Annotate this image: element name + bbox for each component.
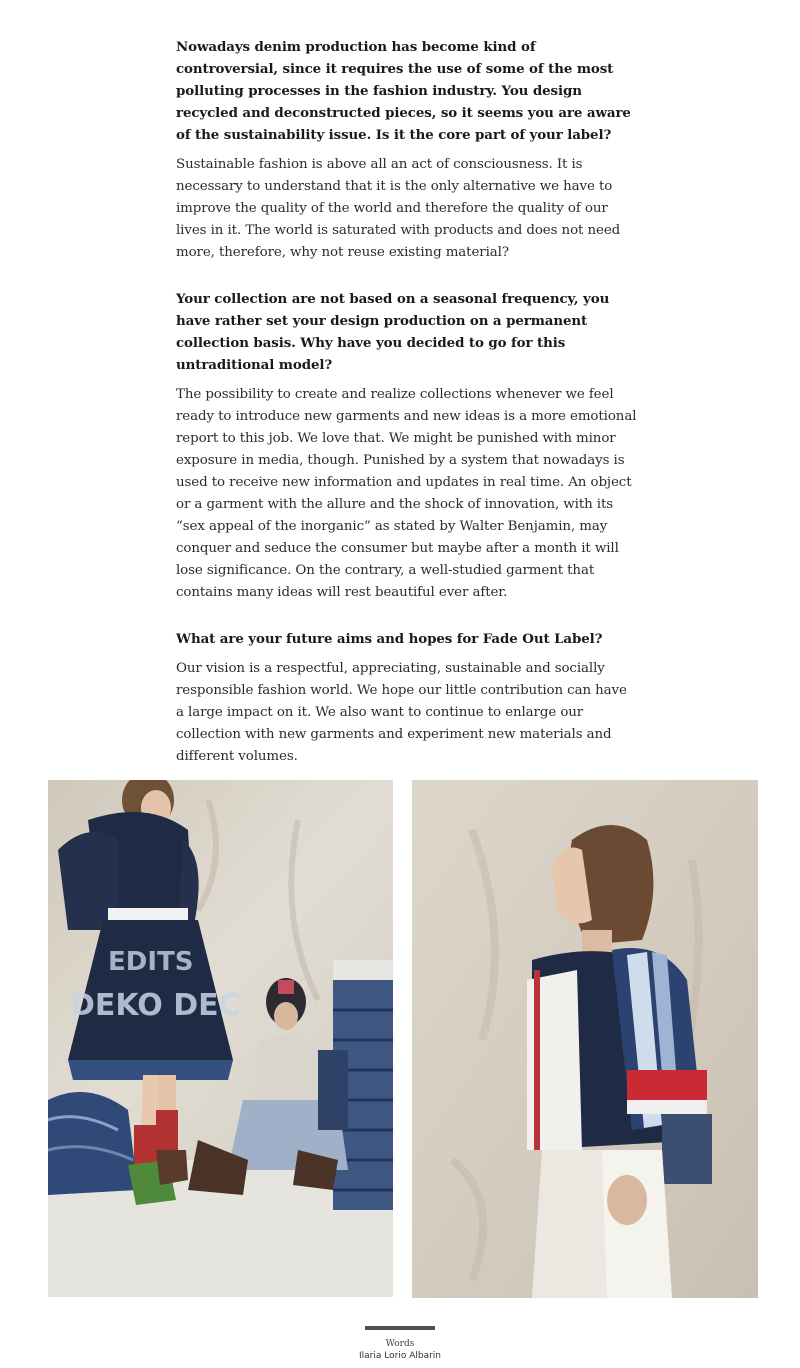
article-credits [0, 1326, 800, 1362]
interview-answer: Our vision is a respectful, appreciating, sustainable and socially responsible fashion world. We hope our little contribution can have a large impact on it. We also want to continue to enlarge our collection with new garments and experiment new materials and different volumes. [176, 661, 627, 764]
interview-question: What are your future aims and hopes for Fade Out Label? [176, 631, 603, 647]
interview-answer: The possibility to create and realize collections whenever we feel ready to introduce new garments and new ideas is a more emotional report to this job. We love that. We might be punished with minor exposure in media, though. Punished by a system that nowadays is used to receive new information and updates in real time. An object or a garment with the allure and the shock of innovation, with its “sex appeal of the inorganic” as stated by Walter Benjamin, may conquer and seduce the consumer but maybe after a month it will lose significance. On the contrary, a well-studied garment that contains many ideas will rest beautiful ever after. [176, 387, 637, 600]
credits-role: Words [385, 1339, 415, 1349]
photo-model-profile [412, 780, 758, 1298]
skirt-lettering: DEKO DEC [70, 988, 241, 1023]
photo-gallery [48, 780, 758, 1298]
interview-question: Nowadays denim production has become kind of controversial, since it requires the use of some of the most polluting processes in the fashion industry. You design recycled and deconstructed pieces, so it seems you are aware of the sustainability issue. Is it the core part of your label? [176, 39, 631, 143]
credits-divider [365, 1326, 435, 1330]
photo-models-denim [48, 780, 393, 1297]
credits-author-name[interactable]: Ilaria Lorio Albarin [359, 1351, 441, 1361]
qa-block [176, 288, 638, 604]
photo-model-profile-image [412, 780, 758, 1298]
photo-models-denim-image [48, 780, 393, 1297]
interview-question: Your collection are not based on a seasonal frequency, you have rather set your design production on a permanent collection basis. Why have you decided to go for this untraditional model? [176, 291, 610, 373]
qa-block [176, 628, 638, 768]
top-lettering: EDITS [108, 947, 194, 977]
qa-block [176, 36, 638, 264]
interview-answer: Sustainable fashion is above all an act of consciousness. It is necessary to understand that it is the only alternative we have to improve the quality of the world and therefore the quality of our lives in it. The world is saturated with products and does not need more, therefore, why not reuse existing material? [176, 157, 621, 260]
interview-article [176, 36, 638, 792]
